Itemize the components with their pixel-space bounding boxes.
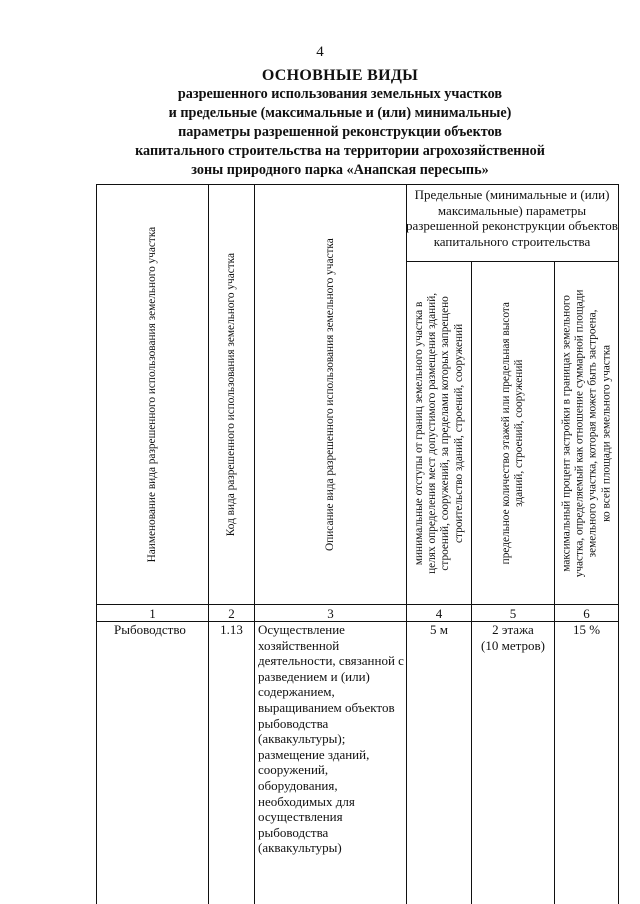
column-number: 1 — [149, 606, 156, 621]
cell-setback: 5 м — [430, 622, 448, 637]
heading-line: и предельные (максимальные и (или) минимальные) — [168, 105, 512, 121]
column-number: 4 — [435, 606, 443, 621]
column-number: 3 — [327, 606, 334, 621]
header-col-floors: предельное количество этажей или предельная высота зданий, строений, сооружений — [499, 301, 526, 565]
header-col-name: Наименование вида разрешенного использования земельного участка — [145, 226, 158, 563]
heading-main: ОСНОВНЫЕ ВИДЫ — [261, 67, 419, 84]
cell-coverage: 15 % — [572, 622, 601, 637]
heading-line: зоны природного парка «Анапская пересыпь» — [191, 162, 489, 178]
header-col-setback: минимальные отступы от границ земельного участка в целях определения мест допустимого размещения зданий, строений, сооружений, за пределами которых запрещено строительство зданий, строений, сооружений — [412, 292, 465, 574]
header-col-description: Описание вида разрешенного использования земельного участка — [323, 238, 336, 551]
header-col-code: Код вида разрешенного использования земельного участка — [224, 252, 237, 537]
heading-line: разрешенного использования земельных участков — [177, 86, 503, 102]
heading-line: параметры разрешенной реконструкции объектов — [178, 124, 502, 140]
cell-use-description: Осуществление хозяйственной деятельности, связанной с разведением и (или) содержанием, выращиванием объектов рыбоводства (аквакультуры); размещение зданий, сооружений, оборудования, необходимых для осуществления рыбоводства (аквакультуры) — [258, 622, 404, 856]
table-border-right — [618, 184, 619, 904]
column-number: 2 — [228, 606, 235, 621]
column-number: 6 — [583, 606, 590, 621]
cell-use-code: 1.13 — [220, 622, 243, 637]
cell-floors: 2 этажа (10 метров) — [481, 622, 545, 653]
header-col-coverage: максимальный процент застройки в границах земельного участка, определяемый как отношение суммарной площади земельного участка, которая может быть застроена, ко всей площади земельного участка — [560, 289, 612, 577]
cell-use-name: Рыбоводство — [114, 622, 186, 637]
page-number: 4 — [316, 44, 324, 60]
column-number: 5 — [509, 606, 517, 621]
heading-line: капитального строительства на территории агрохозяйственной — [135, 143, 545, 159]
header-group-parameters: Предельные (минимальные и (или) максимальные) параметры разрешенной реконструкции объектов капитального строительства — [406, 187, 618, 249]
